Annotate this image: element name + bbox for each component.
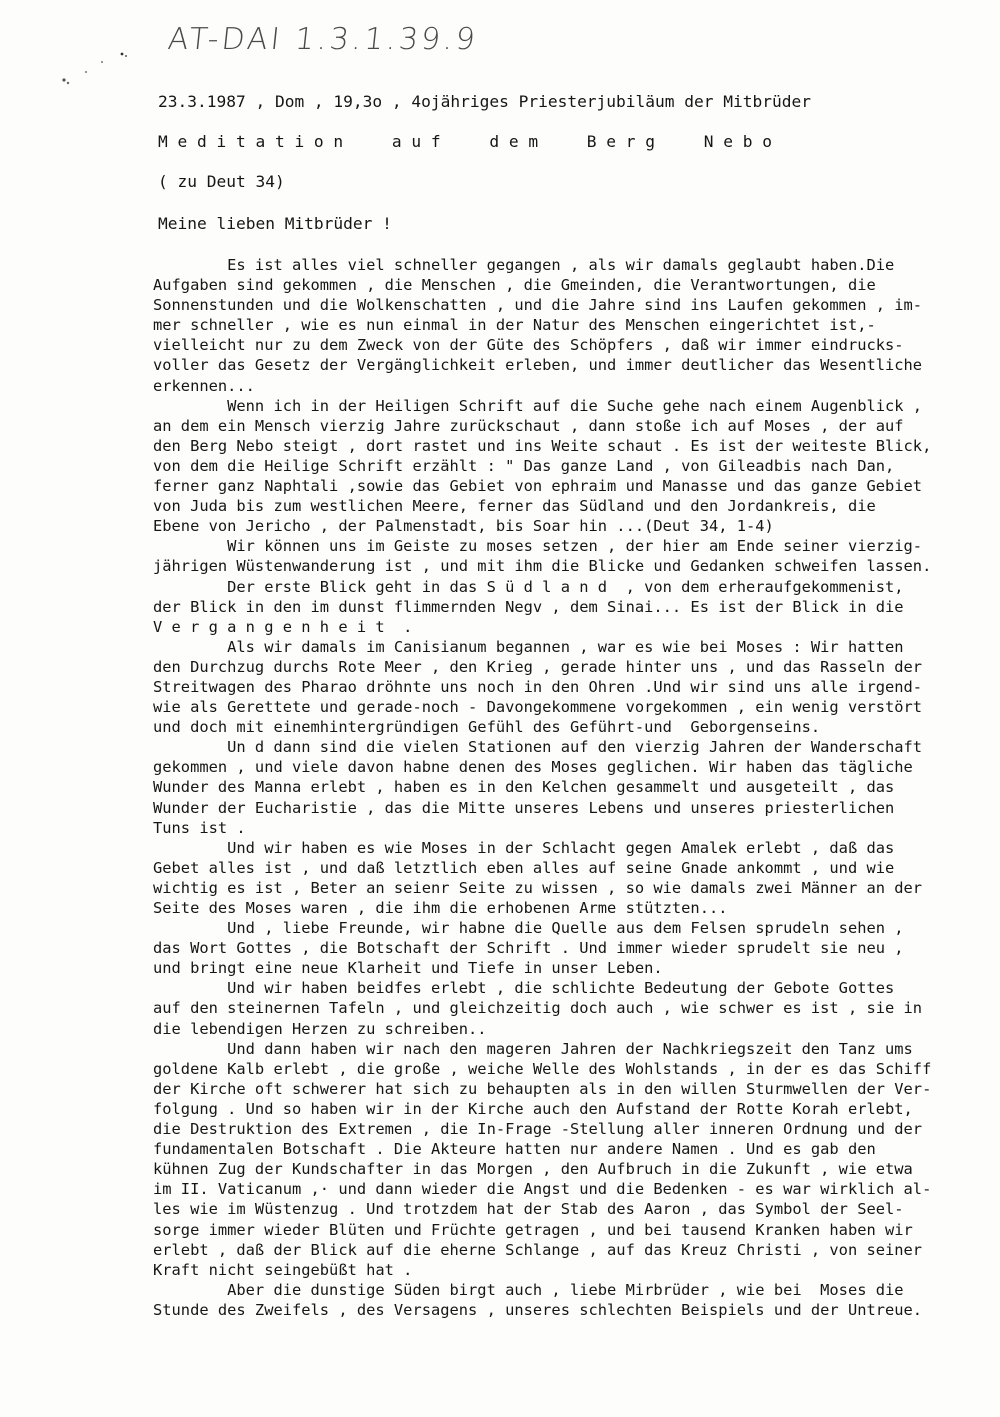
body-line: den Durchzug durchs Rote Meer , den Krieg , gerade hinter uns , und das Rasseln der: [153, 657, 923, 676]
body-line: Wunder des Manna erlebt , haben es in den Kelchen gesammelt und ausgeteilt , das: [153, 778, 895, 797]
body-line: Ebene von Jericho , der Palmenstadt, bis Soar hin ...(Deut 34, 1-4): [153, 517, 774, 536]
body-line: fundamentalen Botschaft . Die Akteure hatten nur andere Namen . Und es gab den: [153, 1140, 876, 1159]
body-line: voller das Gesetz der Vergänglichkeit erleben, und immer deutlicher das Wesentliche: [153, 356, 923, 375]
salutation: Meine lieben Mitbrüder !: [158, 214, 392, 233]
body-line: an dem ein Mensch vierzig Jahre zurückschaut , dann stoße ich auf Moses , der auf: [153, 416, 904, 435]
body-line: Und wir haben beidfes erlebt , die schlichte Bedeutung der Gebote Gottes: [153, 979, 895, 998]
body-line: Wenn ich in der Heiligen Schrift auf die Suche gehe nach einem Augenblick ,: [153, 396, 923, 415]
body-line: Kraft nicht seingebüßt hat .: [153, 1260, 413, 1279]
body-line: erkennen...: [153, 376, 255, 395]
body-line: les wie im Wüstenzug . Und trotzdem hat der Stab des Aaron , das Symbol der Seel-: [153, 1200, 904, 1219]
body-line: vielleicht nur zu dem Zweck von der Güte des Schöpfers , daß wir immer eindrucks-: [153, 336, 904, 355]
body-line: Streitwagen des Pharao dröhnte uns noch in den Ohren .Und wir sind uns alle irgend-: [153, 677, 923, 696]
body-line: Sonnenstunden und die Wolkenschatten , und die Jahre sind ins Laufen gekommen , im-: [153, 296, 923, 315]
body-line: Wunder der Eucharistie , das die Mitte unseres Lebens und unseres priesterlichen: [153, 798, 895, 817]
body-text: [153, 255, 993, 1320]
body-line: auf den steinernen Tafeln , und gleichzeitig doch auch , wie schwer es ist , sie in: [153, 999, 923, 1018]
body-line: folgung . Und so haben wir in der Kirche auch den Aufstand der Rotte Korah erlebt,: [153, 1099, 913, 1118]
body-line: von Juda bis zum westlichen Meere, ferner das Südland und den Jordankreis, die: [153, 497, 876, 516]
body-line: die Destruktion des Extremen , die In-Frage -Stellung aller inneren Ordnung und der: [153, 1120, 923, 1139]
body-line: kühnen Zug der Kundschafter in das Morgen , den Aufbruch in die Zukunft , wie etwa: [153, 1160, 913, 1179]
body-line: Wir können uns im Geiste zu moses setzen , der hier am Ende seiner vierzig-: [153, 537, 923, 556]
body-line: Un d dann sind die vielen Stationen auf den vierzig Jahren der Wanderschaft: [153, 738, 923, 757]
body-line: im II. Vaticanum ,· und dann wieder die Angst und die Bedenken - es war wirklich al-: [153, 1180, 932, 1199]
body-line: V e r g a n g e n h e i t .: [153, 617, 413, 636]
body-line: jährigen Wüstenwanderung ist , und mit ihm die Blicke und Gedanken schweifen lassen.: [153, 557, 932, 576]
scan-specks: [60, 48, 140, 98]
archive-reference-handwritten: AT-DAI 1.3.1.39.9: [166, 22, 480, 57]
body-line: der Kirche oft schwerer hat sich zu behaupten als in den willen Sturmwellen der Ver-: [153, 1079, 932, 1098]
body-line: den Berg Nebo steigt , dort rastet und ins Weite schaut . Es ist der weiteste Blick,: [153, 436, 932, 455]
document-title: M e d i t a t i o n a u f d e m B e r g N e b o: [158, 132, 772, 151]
body-line: der Blick in den im dunst flimmernden Negv , dem Sinai... Es ist der Blick in die: [153, 597, 904, 616]
body-line: Aufgaben sind gekommen , die Menschen , die Gmeinden, die Verantwortungen, die: [153, 276, 876, 295]
body-line: Es ist alles viel schneller gegangen , als wir damals geglaubt haben.Die: [153, 256, 895, 274]
body-line: von dem die Heilige Schrift erzählt : " Das ganze Land , von Gileadbis nach Dan,: [153, 456, 895, 475]
body-line: Und wir haben es wie Moses in der Schlacht gegen Amalek erlebt , daß das: [153, 838, 895, 857]
body-line: und doch mit einemhintergründigen Gefühl des Geführt-und Geborgenseins.: [153, 718, 821, 737]
body-line: Stunde des Zweifels , des Versagens , unseres schlechten Beispiels und der Untreue.: [153, 1300, 923, 1319]
body-line: gekommen , und viele davon habne denen des Moses geglichen. Wir haben das tägliche: [153, 758, 913, 777]
body-line: Gebet alles ist , und daß letztlich eben alles auf seine Gnade ankommt , und wie: [153, 858, 895, 877]
body-line: ferner ganz Naphtali ,sowie das Gebiet von ephraim und Manasse und das ganze Gebiet: [153, 477, 923, 496]
document-subtitle: ( zu Deut 34): [158, 172, 285, 191]
date-location-line: 23.3.1987 , Dom , 19,3o , 4ojähriges Priesterjubiläum der Mitbrüder: [158, 92, 811, 111]
body-line: Aber die dunstige Süden birgt auch , liebe Mirbrüder , wie bei Moses die: [153, 1280, 904, 1299]
body-line: Tuns ist .: [153, 818, 246, 837]
body-line: und bringt eine neue Klarheit und Tiefe in unser Leben.: [153, 959, 663, 978]
body-line: die lebendigen Herzen zu schreiben..: [153, 1019, 487, 1038]
body-line: sorge immer wieder Blüten und Früchte getragen , und bei tausend Kranken haben wir: [153, 1220, 913, 1239]
body-line: Der erste Blick geht in das S ü d l a n d , von dem erheraufgekommenist,: [153, 577, 904, 596]
body-line: Seite des Moses waren , die ihm die erhobenen Arme stützten...: [153, 899, 728, 917]
body-line: wie als Gerettete und gerade-noch - Davongekommene vorgekommen , ein wenig verstört: [153, 698, 923, 717]
body-line: Und dann haben wir nach den mageren Jahren der Nachkriegszeit den Tanz ums: [153, 1039, 913, 1058]
body-line: mer schneller , wie es nun einmal in der Natur des Menschen eingerichtet ist,-: [153, 316, 876, 335]
body-line: erlebt , daß der Blick auf die eherne Schlange , auf das Kreuz Christi , von seiner: [153, 1240, 923, 1259]
body-line: wichtig es ist , Beter an seienr Seite zu wissen , so wie damals zwei Männer an der: [153, 878, 923, 897]
body-line: Und , liebe Freunde, wir habne die Quelle aus dem Felsen sprudeln sehen ,: [153, 919, 904, 938]
body-line: das Wort Gottes , die Botschaft der Schrift . Und immer wieder sprudelt sie neu ,: [153, 939, 904, 958]
body-line: goldene Kalb erlebt , die große , weiche Welle des Wohlstands , in der es das Schiff: [153, 1059, 932, 1078]
body-line: Als wir damals im Canisianum begannen , war es wie bei Moses : Wir hatten: [153, 637, 904, 656]
